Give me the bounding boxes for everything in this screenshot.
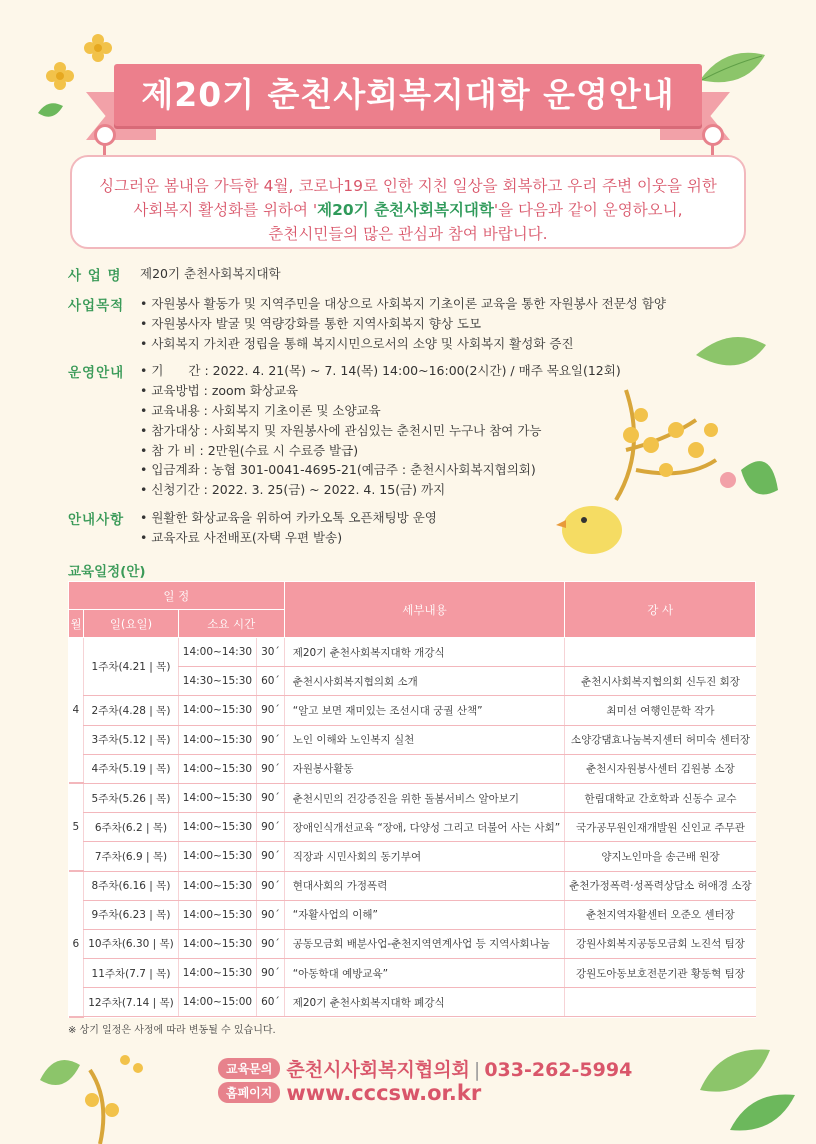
content-cell: 공동모금회 배분사업-춘천지역연계사업 등 지역사회나눔 [284, 929, 565, 958]
intro-line-2 [72, 198, 744, 222]
table-row [69, 871, 756, 900]
operation-item: • 교육방법 : zoom 화상교육 [140, 381, 668, 401]
week-cell: 12주차(7.14 | 목) [84, 988, 179, 1017]
duration-cell: 90´ [257, 783, 285, 812]
week-cell: 9주차(6.23 | 목) [84, 900, 179, 929]
duration-cell: 60´ [257, 988, 285, 1017]
time-cell: 14:00~15:00 [178, 988, 256, 1017]
intro-highlight: 제20기 춘천사회복지대학 [317, 201, 494, 219]
table-row [69, 813, 756, 842]
week-cell: 4주차(5.19 | 목) [84, 754, 179, 783]
week-cell: 11주차(7.7 | 목) [84, 959, 179, 988]
content-cell: “자활사업의 이해” [284, 900, 565, 929]
duration-cell: 90´ [257, 754, 285, 783]
content-cell: “알고 보면 재미있는 조선시대 궁궐 산책” [284, 696, 565, 725]
time-cell: 14:00~15:30 [178, 783, 256, 812]
content-cell: 노인 이해와 노인복지 실천 [284, 725, 565, 754]
flower-decoration-bottom-left [30, 1040, 170, 1144]
lecturer-cell: 최미선 여행인문학 작가 [565, 696, 756, 725]
operation-list [140, 361, 668, 500]
content-cell: 장애인식개선교육 “장애, 다양성 그리고 더불어 사는 사회” [284, 813, 565, 842]
business-value: 제20기 춘천사회복지대학 [140, 266, 281, 281]
operation-item: • 참 가 비 : 2만원(수료 시 수료증 발급) [140, 441, 668, 461]
table-row [69, 959, 756, 988]
lecturer-cell: 양지노인마을 송근배 원장 [565, 842, 756, 871]
pin-right [702, 124, 724, 146]
lecturer-cell: 소양강댐효나눔복지센터 허미숙 센터장 [565, 725, 756, 754]
content-cell: 춘천시민의 건강증진을 위한 돌봄서비스 알아보기 [284, 783, 565, 812]
time-cell: 14:00~15:30 [178, 813, 256, 842]
time-cell: 14:00~14:30 [178, 638, 256, 667]
purpose-item: • 사회복지 가치관 정립을 통해 복지시민으로서의 소양 및 사회복지 활성화 증진 [140, 334, 668, 354]
business-label: 사 업 명 [68, 268, 122, 284]
header-day: 일(요일) [84, 610, 179, 638]
schedule-body [69, 638, 756, 1017]
lecturer-cell: 강원도아동보호전문기관 황동혁 팀장 [565, 959, 756, 988]
org-name: 춘천시사회복지협의회 [286, 1059, 470, 1081]
content-cell: 자원봉사활동 [284, 754, 565, 783]
header-time: 소요 시간 [178, 610, 284, 638]
duration-cell: 90´ [257, 842, 285, 871]
operation-item: • 교육내용 : 사회복지 기초이론 및 소양교육 [140, 401, 668, 421]
table-row [69, 988, 756, 1017]
notice-item: • 원활한 화상교육을 위하여 카카오톡 오픈채팅방 운영 [140, 508, 668, 528]
content-cell: 현대사회의 가정폭력 [284, 871, 565, 900]
duration-cell: 90´ [257, 929, 285, 958]
business-row [68, 264, 668, 284]
intro-line-2-post: '을 다음과 같이 운영하오니, [493, 201, 683, 219]
intro-line-2-pre: 사회복지 활성화를 위하여 ' [133, 201, 318, 219]
time-cell: 14:00~15:30 [178, 754, 256, 783]
time-cell: 14:00~15:30 [178, 871, 256, 900]
title-ribbon [114, 64, 702, 126]
month-cell: 5 [69, 783, 84, 871]
lecturer-cell: 한림대학교 간호학과 신동수 교수 [565, 783, 756, 812]
purpose-list [140, 294, 668, 353]
header-content: 세부내용 [284, 582, 565, 638]
inquiry-tag: 교육문의 [218, 1058, 280, 1079]
content-cell: 춘천시사회복지협의회 소개 [284, 667, 565, 696]
content-cell: 직장과 시민사회의 동기부여 [284, 842, 565, 871]
notice-list [140, 508, 668, 548]
table-row [69, 725, 756, 754]
duration-cell: 30´ [257, 638, 285, 667]
separator: | [473, 1059, 481, 1081]
month-cell: 4 [69, 638, 84, 784]
time-cell: 14:00~15:30 [178, 900, 256, 929]
homepage-url[interactable]: www.cccsw.or.kr [286, 1081, 482, 1105]
purpose-item: • 자원봉사 활동가 및 지역주민을 대상으로 사회복지 기초이론 교육을 통한 자원봉사 전문성 함양 [140, 294, 668, 314]
intro-line-1: 싱그러운 봄내음 가득한 4월, 코로나19로 인한 지친 일상을 회복하고 우리 주변 이웃을 위한 [99, 177, 717, 195]
table-row [69, 754, 756, 783]
lecturer-cell: 강원사회복지공동모금회 노진석 팀장 [565, 929, 756, 958]
lecturer-cell: 춘천시사회복지협의회 신두진 회장 [565, 667, 756, 696]
schedule-title: 교육일정(안) [68, 564, 146, 580]
operation-row [68, 361, 668, 500]
leaf-decoration-top-right [690, 40, 790, 100]
operation-item: • 입금계좌 : 농협 301-0041-4695-21(예금주 : 춘천시사회복지협의회) [140, 460, 668, 480]
week-cell: 8주차(6.16 | 목) [84, 871, 179, 900]
phone-number: 033-262-5994 [484, 1059, 633, 1081]
week-cell: 10주차(6.30 | 목) [84, 929, 179, 958]
week-cell: 6주차(6.2 | 목) [84, 813, 179, 842]
lecturer-cell: 춘천지역자활센터 오준오 센터장 [565, 900, 756, 929]
purpose-row [68, 294, 668, 353]
duration-cell: 90´ [257, 696, 285, 725]
duration-cell: 60´ [257, 667, 285, 696]
week-cell: 7주차(6.9 | 목) [84, 842, 179, 871]
operation-label: 운영안내 [68, 365, 125, 382]
schedule-note: ※ 상기 일정은 사정에 따라 변동될 수 있습니다. [68, 1025, 276, 1036]
purpose-item: • 자원봉사자 발굴 및 역량강화를 통한 지역사회복지 향상 도모 [140, 314, 668, 334]
time-cell: 14:00~15:30 [178, 842, 256, 871]
inquiry-line [218, 1055, 632, 1082]
week-cell: 1주차(4.21 | 목) [84, 638, 179, 696]
content-cell: 제20기 춘천사회복지대학 폐강식 [284, 988, 565, 1017]
notice-label: 안내사항 [68, 511, 125, 528]
table-row [69, 900, 756, 929]
duration-cell: 90´ [257, 900, 285, 929]
operation-item: • 참가대상 : 사회복지 및 자원봉사에 관심있는 춘천시민 누구나 참여 가능 [140, 421, 668, 441]
leaf-decoration-bottom-right [670, 1020, 810, 1144]
header-lecturer: 강 사 [565, 582, 756, 638]
duration-cell: 90´ [257, 871, 285, 900]
header-month: 월 [69, 610, 84, 638]
schedule-table [68, 581, 756, 1018]
table-row [69, 638, 756, 667]
time-cell: 14:00~15:30 [178, 959, 256, 988]
content-cell: “아동학대 예방교육” [284, 959, 565, 988]
content-cell: 제20기 춘천사회복지대학 개강식 [284, 638, 565, 667]
duration-cell: 90´ [257, 725, 285, 754]
time-cell: 14:30~15:30 [178, 667, 256, 696]
page-title: 제20기 춘천사회복지대학 운영안내 [141, 75, 675, 114]
table-row [69, 783, 756, 812]
lecturer-cell: 춘천시자원봉사센터 김원봉 소장 [565, 754, 756, 783]
time-cell: 14:00~15:30 [178, 696, 256, 725]
lecturer-cell [565, 638, 756, 667]
homepage-tag: 홈페이지 [218, 1082, 280, 1103]
week-cell: 5주차(5.26 | 목) [84, 783, 179, 812]
intro-line-3: 춘천시민들의 많은 관심과 참여 바랍니다. [268, 225, 548, 243]
lecturer-cell: 국가공무원인재개발원 신인교 주무관 [565, 813, 756, 842]
table-row [69, 696, 756, 725]
operation-item: • 신청기간 : 2022. 3. 25(금) ~ 2022. 4. 15(금) 까지 [140, 480, 668, 500]
time-cell: 14:00~15:30 [178, 929, 256, 958]
week-cell: 3주차(5.12 | 목) [84, 725, 179, 754]
month-cell: 6 [69, 871, 84, 1017]
duration-cell: 90´ [257, 813, 285, 842]
intro-box [70, 155, 746, 249]
week-cell: 2주차(4.28 | 목) [84, 696, 179, 725]
table-row [69, 929, 756, 958]
duration-cell: 90´ [257, 959, 285, 988]
time-cell: 14:00~15:30 [178, 725, 256, 754]
lecturer-cell: 춘천가정폭력·성폭력상담소 허애경 소장 [565, 871, 756, 900]
info-section [68, 264, 668, 556]
notice-row [68, 508, 668, 548]
lecturer-cell [565, 988, 756, 1017]
homepage-line [218, 1081, 481, 1105]
pin-left [94, 124, 116, 146]
header-period: 일 정 [69, 582, 285, 610]
operation-item: • 기 간 : 2022. 4. 21(목) ~ 7. 14(목) 14:00~16:00(2시간) / 매주 목요일(12회) [140, 361, 668, 381]
table-row [69, 842, 756, 871]
purpose-label: 사업목적 [68, 298, 125, 314]
notice-item: • 교육자료 사전배포(자택 우편 발송) [140, 528, 668, 548]
